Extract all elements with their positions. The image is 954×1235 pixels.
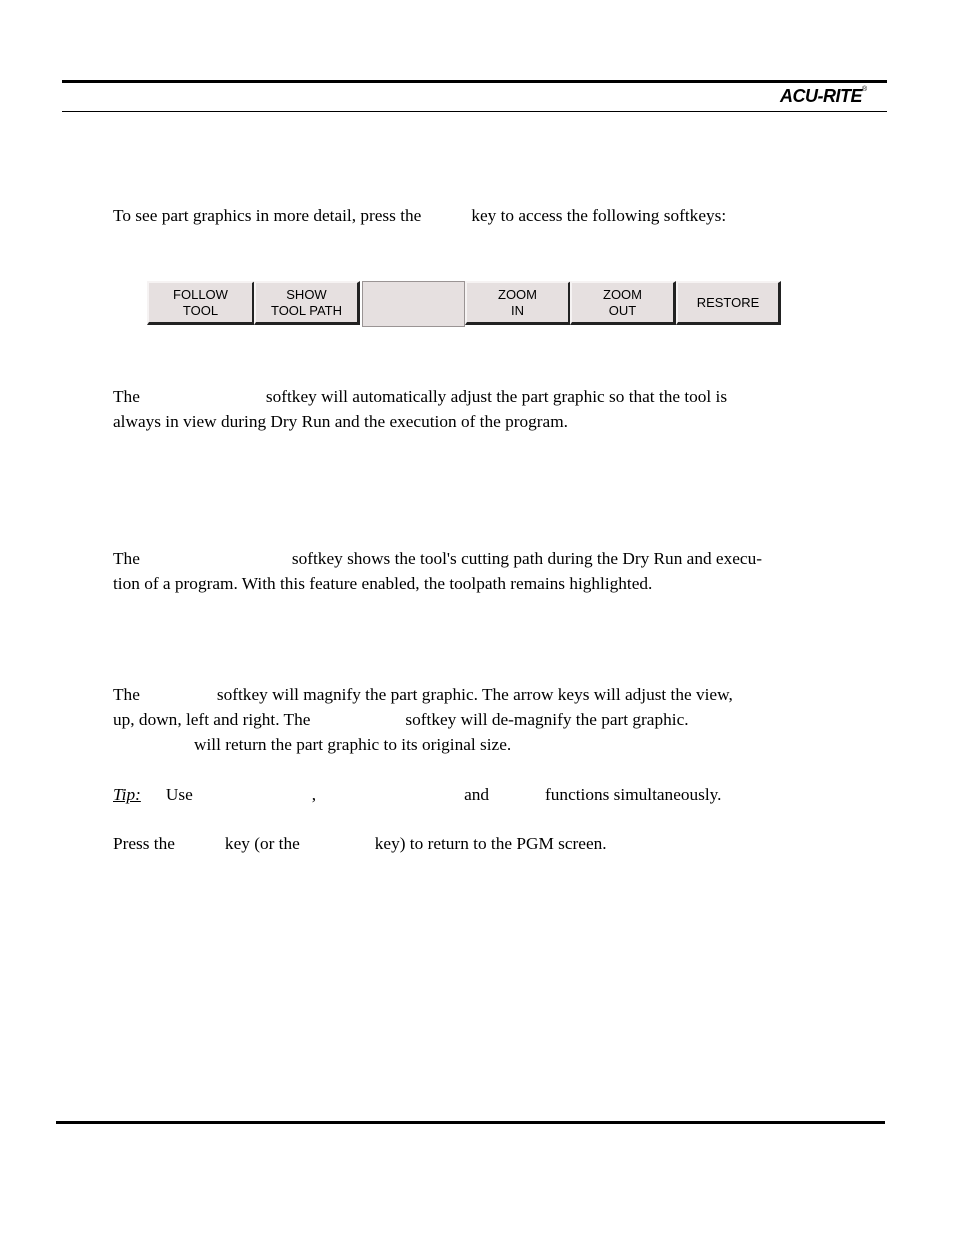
softkey-blank[interactable] [362, 281, 465, 327]
softkey-show-tool-path[interactable] [254, 281, 360, 325]
zoom-text-3: will return the part graphic to its original size. [194, 735, 512, 754]
softkey-label-line1: FOLLOW [173, 286, 228, 302]
press-paragraph [113, 831, 607, 856]
press-text-3: key) to return to the PGM screen. [374, 834, 607, 853]
header-rule-top [62, 80, 887, 83]
intro-text-2: key to access the following softkeys: [471, 206, 727, 225]
tip-text-4: functions simultaneously. [545, 785, 722, 804]
zoom-text-1b: softkey will magnify the part graphic. The arrow keys will adjust the view, [216, 685, 733, 704]
tip-label: Tip: [113, 785, 141, 804]
softkey-label-line1: ZOOM [498, 286, 537, 302]
zoom-paragraph [113, 682, 733, 757]
tip-text-2: , [311, 785, 317, 804]
show-tool-path-text-1b: softkey shows the tool's cutting path during the Dry Run and execu- [291, 549, 762, 568]
show-tool-path-text-1a: The [113, 549, 140, 568]
intro-text-1: To see part graphics in more detail, press the [113, 206, 422, 225]
header-rule-sub [62, 111, 887, 112]
softkey-label-line1: RESTORE [696, 294, 760, 310]
press-text-2: key (or the [224, 834, 300, 853]
follow-tool-text-2: always in view during Dry Run and the execution of the program. [113, 412, 568, 431]
tip-paragraph [113, 782, 722, 807]
softkey-zoom-in[interactable] [465, 281, 571, 325]
show-tool-path-text-2: tion of a program. With this feature enabled, the toolpath remains highlighted. [113, 574, 653, 593]
softkey-label-line2: IN [511, 302, 524, 318]
softkey-label-line2: OUT [608, 302, 637, 318]
show-tool-path-paragraph [113, 546, 762, 596]
acu-rite-logo [780, 86, 890, 108]
softkey-restore[interactable] [676, 281, 781, 325]
softkey-label-line1: ZOOM [603, 286, 642, 302]
intro-paragraph [113, 203, 726, 228]
zoom-text-2a: up, down, left and right. The [113, 710, 311, 729]
softkey-zoom-out[interactable] [570, 281, 676, 325]
follow-tool-text-1a: The [113, 387, 140, 406]
softkey-follow-tool[interactable] [147, 281, 255, 325]
follow-tool-paragraph [113, 384, 727, 434]
softkey-label-line2: TOOL PATH [270, 302, 343, 318]
logo-text: ACU-RITE [780, 86, 862, 106]
softkey-label-line2: TOOL [182, 302, 219, 318]
softkey-label-line1: SHOW [286, 286, 327, 302]
tip-text-1: Use [165, 785, 193, 804]
press-text-1: Press the [113, 834, 175, 853]
zoom-text-2b: softkey will de-magnify the part graphic. [405, 710, 689, 729]
footer-rule [56, 1121, 885, 1124]
follow-tool-text-1b: softkey will automatically adjust the part graphic so that the tool is [265, 387, 728, 406]
tip-text-3: and [464, 785, 490, 804]
zoom-text-1a: The [113, 685, 140, 704]
registered-mark: ® [862, 86, 867, 93]
softkey-bar [147, 281, 781, 328]
